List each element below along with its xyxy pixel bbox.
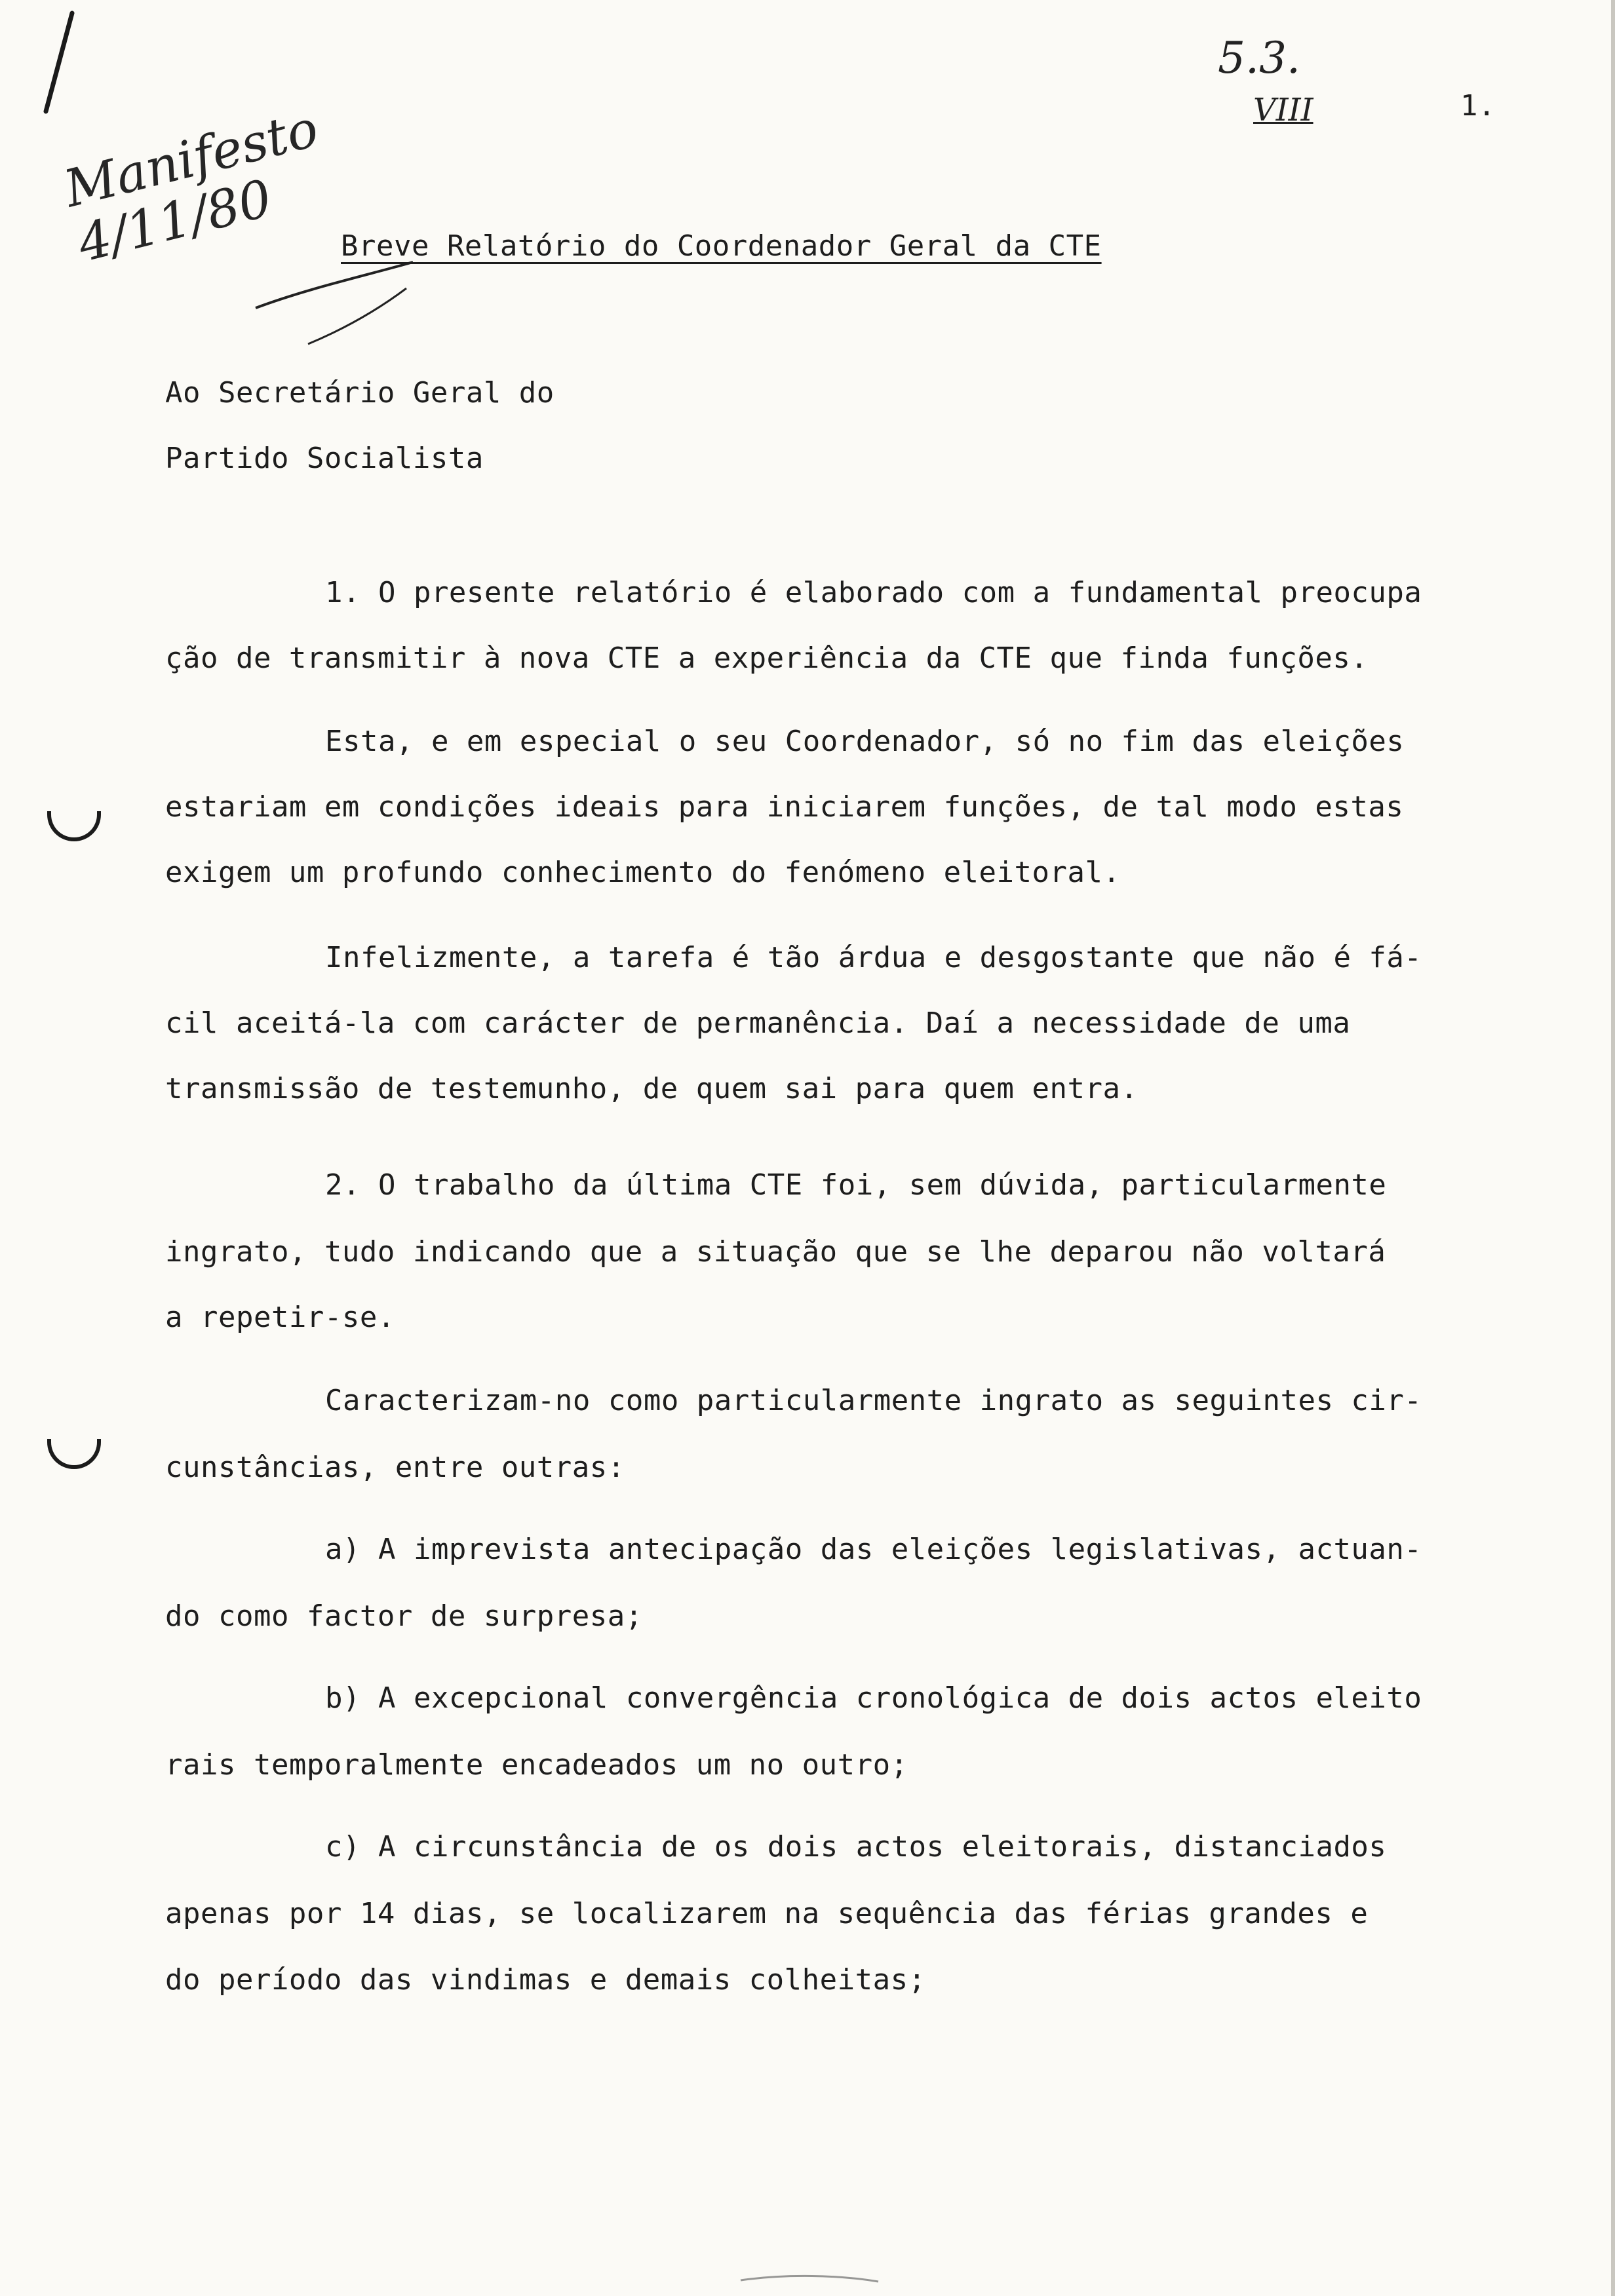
signature-tail-stroke — [308, 288, 406, 344]
body-line: do período das vindimas e demais colheitas; — [165, 1963, 926, 1997]
body-line: b) A excepcional convergência cronológica de dois actos eleito — [325, 1681, 1422, 1715]
body-line: Infelizmente, a tarefa é tão árdua e desgostante que não é fá- — [325, 941, 1422, 974]
page-title: Breve Relatório do Coordenador Geral da CTE — [341, 229, 1102, 263]
body-line: a repetir-se. — [165, 1301, 395, 1334]
body-line: ingrato, tudo indicando que a situação que se lhe deparou não voltará — [165, 1235, 1386, 1269]
body-line: transmissão de testemunho, de quem sai para quem entra. — [165, 1072, 1138, 1105]
archive-reference-mark: 5.3. — [1218, 33, 1300, 83]
page-number: 1. — [1460, 89, 1496, 123]
body-line: 1. O presente relatório é elaborado com a fundamental preocupa — [325, 576, 1422, 609]
body-line: cil aceitá-la com carácter de permanência. Daí a necessidade de uma — [165, 1006, 1351, 1040]
bottom-smudge — [741, 2276, 878, 2282]
body-line: a) A imprevista antecipação das eleições legislativas, actuan- — [325, 1533, 1422, 1566]
body-line: do como factor de surpresa; — [165, 1599, 643, 1633]
body-line: cunstâncias, entre outras: — [165, 1451, 625, 1484]
top-left-stroke — [46, 13, 72, 111]
addressee-line-1: Ao Secretário Geral do — [165, 376, 555, 410]
page-edge-shadow — [1611, 0, 1615, 2296]
body-line: exigem um profundo conhecimento do fenómeno eleitoral. — [165, 856, 1121, 889]
body-line: apenas por 14 dias, se localizarem na sequência das férias grandes e — [165, 1897, 1369, 1930]
handwritten-note: Manifesto 4/11/80 — [58, 99, 324, 274]
body-line: 2. O trabalho da última CTE foi, sem dúvida, particularmente — [325, 1168, 1387, 1202]
body-line: c) A circunstância de os dois actos eleitorais, distanciados — [325, 1830, 1387, 1864]
body-line: rais temporalmente encadeados um no outro; — [165, 1748, 908, 1782]
body-line: Esta, e em especial o seu Coordenador, só no fim das eleições — [325, 725, 1405, 758]
archive-roman-mark: VIII — [1253, 92, 1313, 128]
addressee-line-2: Partido Socialista — [165, 442, 484, 475]
body-line: Caracterizam-no como particularmente ingrato as seguintes cir- — [325, 1384, 1422, 1417]
body-line: estariam em condições ideais para iniciarem funções, de tal modo estas — [165, 790, 1404, 824]
body-line: ção de transmitir à nova CTE a experiência da CTE que finda funções. — [165, 641, 1369, 675]
